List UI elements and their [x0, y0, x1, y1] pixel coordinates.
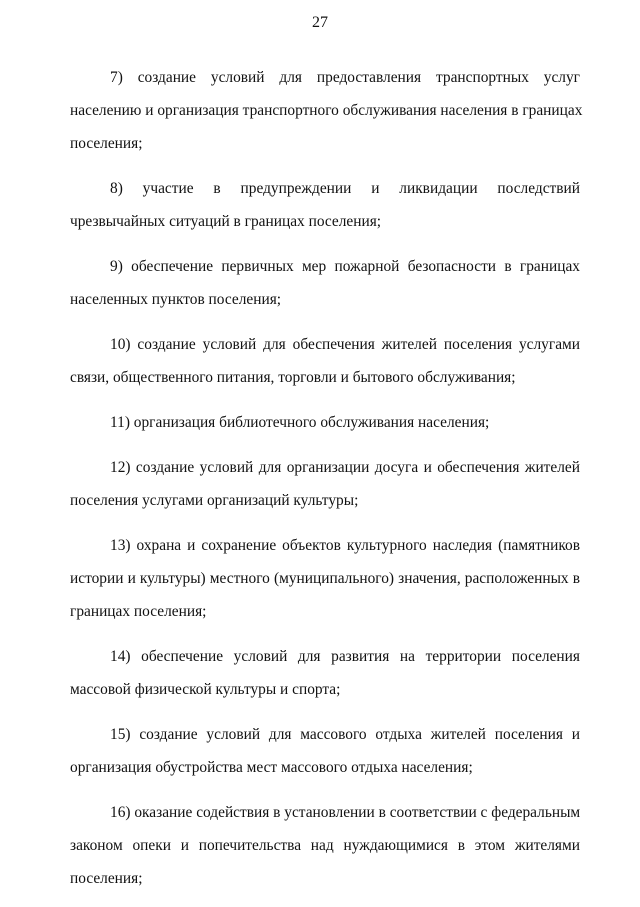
list-item — [70, 250, 580, 316]
list-item-line: границах поселения; — [70, 603, 207, 620]
list-item — [70, 328, 580, 394]
list-item — [70, 640, 580, 706]
list-item — [70, 172, 580, 238]
list-item — [70, 529, 580, 628]
list-item-line: 9) обеспечение первичных мер пожарной безопасности в границах — [110, 258, 580, 275]
list-item-line: 8) участие в предупреждении и ликвидации последствий — [110, 180, 580, 197]
list-item-line: населенных пунктов поселения; — [70, 291, 282, 308]
list-item-line: организация обустройства мест массового отдыха населения; — [70, 759, 473, 776]
list-item-line: истории и культуры) местного (муниципального) значения, расположенных в — [70, 570, 580, 587]
list-item — [70, 718, 580, 784]
list-item-line: массовой физической культуры и спорта; — [70, 681, 341, 698]
document-body — [70, 61, 583, 907]
list-item-line: законом опеки и попечительства над нуждающимися в этом жителями — [70, 837, 580, 854]
list-item-line: 13) охрана и сохранение объектов культурного наследия (памятников — [110, 537, 580, 554]
list-item — [70, 451, 580, 517]
list-item — [70, 406, 580, 439]
list-item-line: связи, общественного питания, торговли и бытового обслуживания; — [70, 369, 516, 386]
list-item — [70, 61, 583, 160]
list-item-line: чрезвычайных ситуаций в границах поселения; — [70, 213, 382, 230]
list-item-line: 10) создание условий для обеспечения жителей поселения услугами — [110, 336, 580, 353]
list-item-line: населению и организация транспортного обслуживания населения в границах — [70, 102, 583, 119]
list-item-line: 7) создание условий для предоставления транспортных услуг — [110, 69, 580, 86]
list-item-line: поселения; — [70, 870, 143, 887]
page-number: 27 — [312, 14, 328, 31]
list-item-line: поселения; — [70, 135, 143, 152]
list-item-line: 15) создание условий для массового отдыха жителей поселения и — [110, 726, 580, 743]
list-item-line: 12) создание условий для организации досуга и обеспечения жителей — [110, 459, 580, 476]
list-item — [70, 796, 580, 895]
list-item-line: 11) организация библиотечного обслуживания населения; — [110, 414, 490, 431]
list-item-line: 16) оказание содействия в установлении в соответствии с федеральным — [110, 804, 581, 821]
list-item-line: 14) обеспечение условий для развития на территории поселения — [110, 648, 580, 665]
list-item-line: поселения услугами организаций культуры; — [70, 492, 359, 509]
